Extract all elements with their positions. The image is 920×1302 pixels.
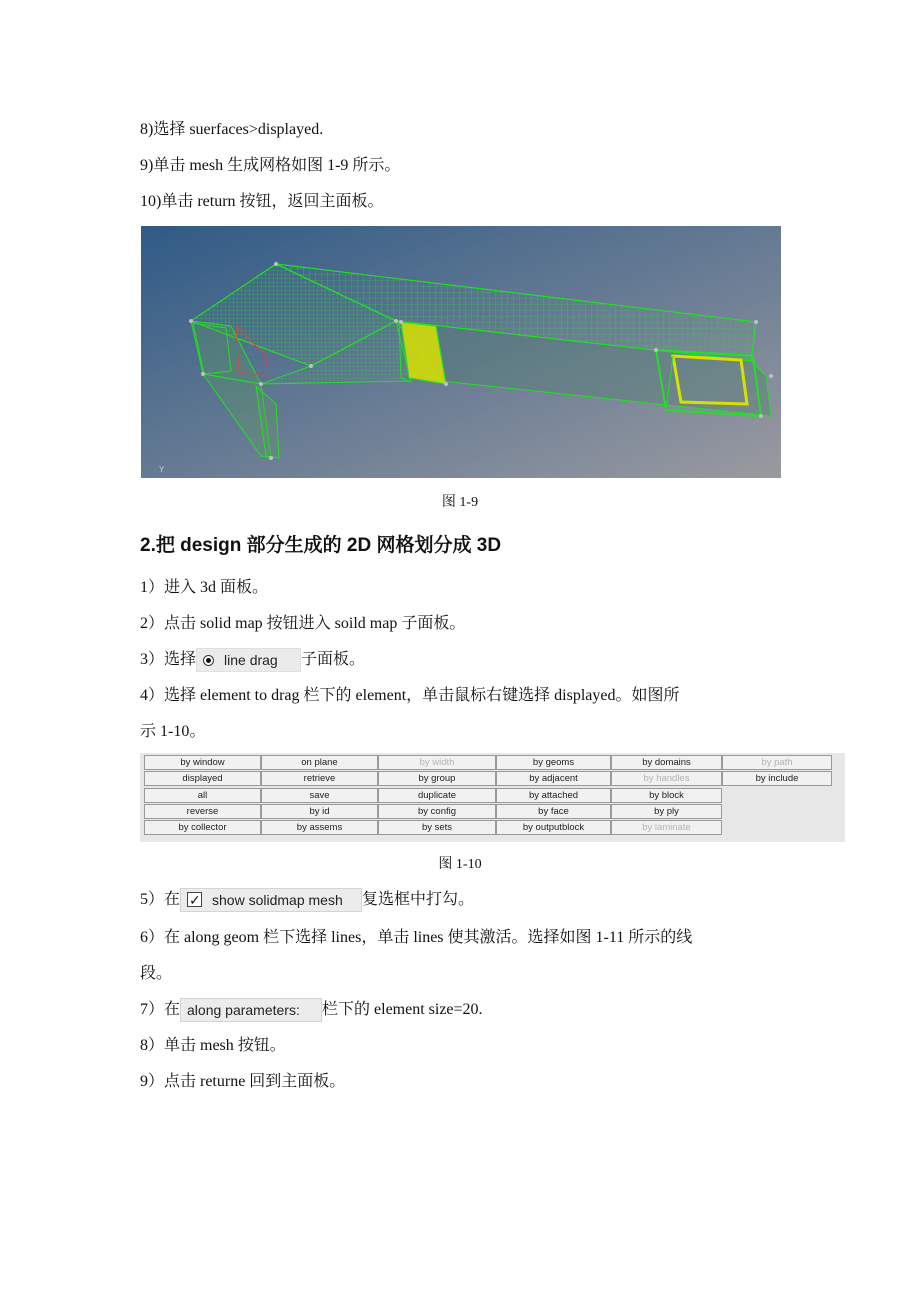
figure-1-9-caption: 图 1-9: [441, 495, 479, 510]
line-drag-radio[interactable]: [196, 648, 301, 672]
panel-button-4-0[interactable]: by domains: [611, 755, 722, 770]
panel-button-0-2[interactable]: all: [144, 788, 261, 803]
panel-button-1-2[interactable]: save: [261, 788, 378, 803]
along-parameters-label: along parameters:: [180, 998, 322, 1022]
step-8: 8）单击 mesh 按钮。: [140, 1037, 286, 1054]
figure-1-10-caption: 图 1-10: [438, 857, 482, 872]
checkbox-checked-icon: [187, 892, 202, 907]
panel-button-3-3[interactable]: by face: [496, 804, 611, 819]
step-5-suffix: 复选框中打勾。: [362, 891, 475, 908]
text-line-9: 9)单击 mesh 生成网格如图 1-9 所示。: [140, 157, 401, 174]
panel-button-1-1[interactable]: retrieve: [261, 771, 378, 786]
step-5-prefix: 5）在: [140, 891, 181, 908]
step-7-prefix: 7）在: [140, 1001, 181, 1018]
step-4-line-2: 示 1-10。: [140, 723, 206, 740]
show-solidmap-mesh-label: show solidmap mesh: [212, 892, 343, 909]
panel-button-4-1: by handles: [611, 771, 722, 786]
step-7-suffix: 栏下的 element size=20.: [322, 1001, 483, 1018]
step-6-line-1: 6）在 along geom 栏下选择 lines，单击 lines 使其激活。选择如图 1-11 所示的线: [140, 929, 693, 946]
panel-button-2-2[interactable]: duplicate: [378, 788, 496, 803]
show-solidmap-mesh-checkbox[interactable]: [180, 888, 362, 912]
panel-button-3-2[interactable]: by attached: [496, 788, 611, 803]
panel-button-4-3[interactable]: by ply: [611, 804, 722, 819]
panel-button-3-4[interactable]: by outputblock: [496, 820, 611, 835]
panel-button-5-1[interactable]: by include: [722, 771, 832, 786]
panel-button-3-1[interactable]: by adjacent: [496, 771, 611, 786]
panel-button-1-0[interactable]: on plane: [261, 755, 378, 770]
step-4-line-1: 4）选择 element to drag 栏下的 element，单击鼠标右键选择 displayed。如图所: [140, 687, 680, 704]
radio-selected-icon: [203, 655, 214, 666]
step-9: 9）点击 returne 回到主面板。: [140, 1073, 346, 1090]
step-3: [140, 648, 365, 672]
panel-button-0-1[interactable]: displayed: [144, 771, 261, 786]
text-line-8: 8)选择 suerfaces>displayed.: [140, 121, 324, 138]
panel-button-2-0: by width: [378, 755, 496, 770]
panel-button-4-4: by laminate: [611, 820, 722, 835]
panel-button-2-3[interactable]: by config: [378, 804, 496, 819]
panel-button-0-0[interactable]: by window: [144, 755, 261, 770]
panel-button-2-1[interactable]: by group: [378, 771, 496, 786]
step-5: [140, 888, 474, 912]
step-7: [140, 998, 483, 1022]
figure-1-10-selection-panel: [140, 753, 845, 842]
panel-button-0-4[interactable]: by collector: [144, 820, 261, 835]
text-line-10: 10)单击 return 按钮，返回主面板。: [140, 193, 384, 210]
panel-button-3-0[interactable]: by geoms: [496, 755, 611, 770]
line-drag-label: line drag: [224, 652, 278, 669]
step-2: 2）点击 solid map 按钮进入 soild map 子面板。: [140, 615, 466, 632]
figure-1-9-mesh-render: [141, 226, 781, 478]
step-3-prefix: 3）选择: [140, 651, 197, 668]
panel-button-1-4[interactable]: by assems: [261, 820, 378, 835]
panel-button-1-3[interactable]: by id: [261, 804, 378, 819]
section-heading: 2.把 design 部分生成的 2D 网格划分成 3D: [140, 535, 502, 556]
step-1: 1）进入 3d 面板。: [140, 579, 269, 596]
axis-label: Y: [159, 465, 165, 474]
step-6-line-2: 段。: [140, 965, 173, 982]
panel-button-2-4[interactable]: by sets: [378, 820, 496, 835]
panel-button-4-2[interactable]: by block: [611, 788, 722, 803]
panel-button-0-3[interactable]: reverse: [144, 804, 261, 819]
step-3-suffix: 子面板。: [301, 651, 366, 668]
panel-button-5-0: by path: [722, 755, 832, 770]
